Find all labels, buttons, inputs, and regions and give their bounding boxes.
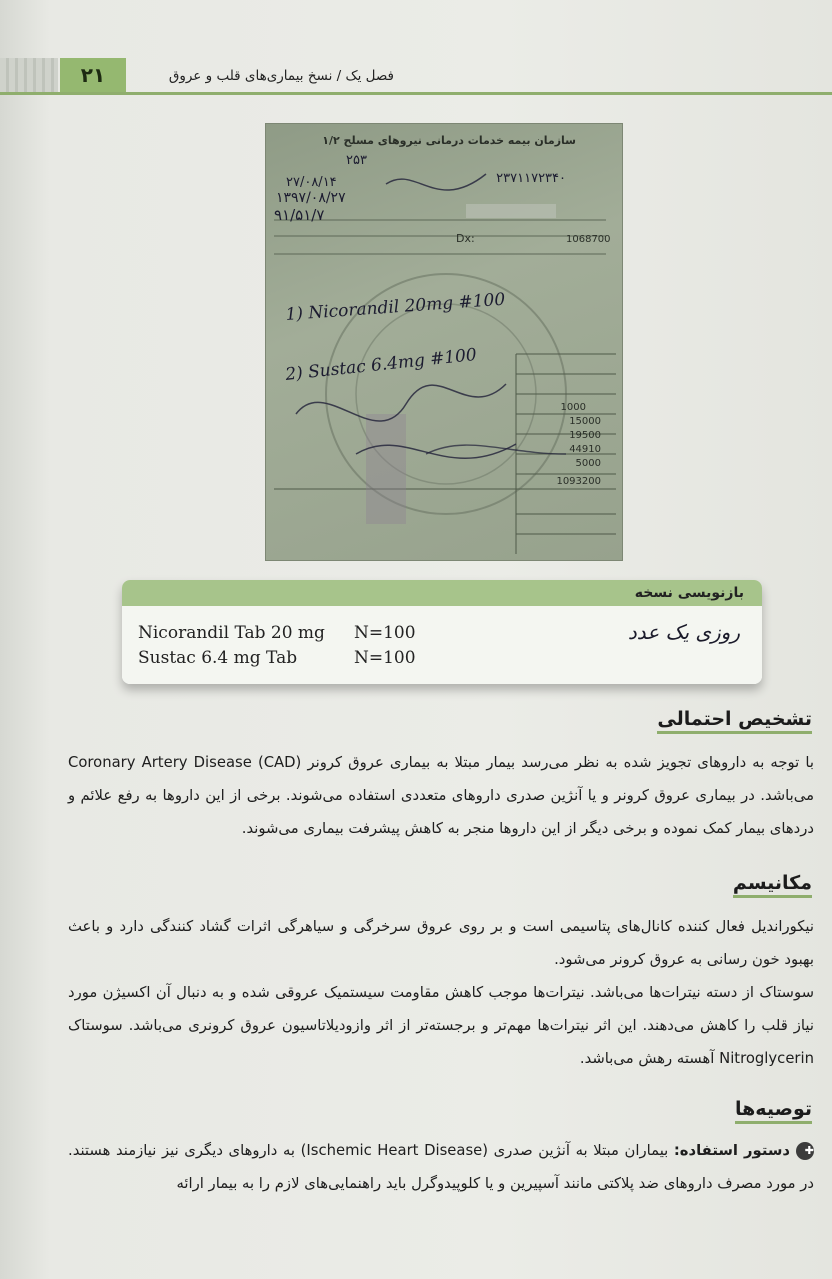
prescription-rewrite-card bbox=[122, 580, 762, 684]
recommendations-text-b: به داروهای دیگری نیز نیازمند هستند. در مورد مصرف داروهای ضد پلاکتی مانند آسپیرین و یا کلوپیدوگرل باید راهنمایی‌های لازم را به بیمار ارائه bbox=[68, 1142, 814, 1192]
chapter-title: فصل یک / نسخ بیماری‌های قلب و عروق bbox=[168, 68, 394, 84]
mechanism-text-a: سوستاک از دسته نیترات‌ها می‌باشد. نیترات‌ها موجب کاهش مقاومت سیستمیک عروقی شده و به دنبال آن اکسیژن مورد نیاز قلب را کاهش می‌دهند. این اثر نیترات‌ها مهم‌تر و برجسته‌تر از اثر وازودیلاتاسیون عروق کرونری می‌باشد. سوستاک bbox=[68, 984, 814, 1034]
card-title: بازنویسی نسخه bbox=[634, 585, 744, 601]
diagnosis-text-a: با توجه به داروهای تجویز شده به نظر می‌رسد بیمار مبتلا به بیماری عروق کرونر bbox=[301, 754, 815, 771]
drug-name-2: Sustac 6.4 mg Tab bbox=[138, 648, 298, 668]
page-number: ۲۱ bbox=[60, 58, 126, 92]
header-stripes bbox=[0, 58, 58, 92]
usage-lead: دستور استفاده: bbox=[673, 1142, 790, 1159]
mechanism-paragraph-2 bbox=[68, 976, 814, 1075]
mechanism-text-en: Nitroglycerin bbox=[719, 1050, 814, 1067]
prescription-photo bbox=[266, 124, 622, 560]
diagnosis-text-en: Coronary Artery Disease (CAD) bbox=[68, 754, 302, 771]
prescription-drawing bbox=[266, 124, 622, 560]
rx-date-1: ۲۷/۰۸/۱۴ bbox=[286, 175, 337, 190]
card-body bbox=[122, 606, 762, 684]
recommendations-heading: توصیه‌ها bbox=[735, 1098, 812, 1120]
diagnosis-heading: تشخیص احتمالی bbox=[657, 708, 812, 730]
dosage-note: روزی یک عدد bbox=[627, 620, 740, 644]
diagnosis-text-b: می‌باشد. در بیماری عروق کرونر و یا آنژین صدری داروهای متعددی استفاده می‌شوند. برخی از این داروها به رفع علائم و دردهای بیمار کمک نموده و برخی دیگر از این داروها منجر به کاهش پیشرفت بیماری می‌شوند. bbox=[68, 787, 814, 837]
mechanism-text-b: آهسته رهش می‌باشد. bbox=[579, 1050, 720, 1067]
recommendations-text-en: (Ischemic Heart Disease) bbox=[300, 1142, 489, 1159]
rx-stamp-number-4: 44910 bbox=[569, 444, 601, 455]
rx-handwritten-code: ۹۱/۵۱/۷ bbox=[274, 206, 325, 224]
rx-patient-number: ۲۳۷۱۱۷۲۳۴۰ bbox=[496, 171, 566, 186]
rx-org-title: سازمان بیمه خدمات درمانی نیروهای مسلح ۱/۲ bbox=[322, 134, 576, 147]
card-title-bar bbox=[122, 580, 762, 606]
rx-stamp-number-6: 1093200 bbox=[556, 476, 601, 487]
diagnosis-paragraph bbox=[68, 746, 814, 845]
rx-stamp-number-5: 5000 bbox=[575, 458, 601, 469]
rx-dx-label: Dx: bbox=[456, 232, 475, 245]
rx-line-1: 1) Nicorandil 20mg #100 bbox=[284, 289, 506, 325]
mechanism-paragraph-1: نیکوراندیل فعال کننده کانال‌های پتاسیمی است و بر روی عروق سرخرگی و سیاهرگی اثرات گشاد کنندگی دارد و باعث بهبود خون رسانی به عروق کرونر می‌شود. bbox=[68, 918, 814, 968]
rx-stamp-number-2: 15000 bbox=[569, 416, 601, 427]
pill-icon: ✚ bbox=[796, 1142, 814, 1160]
drug-name-1: Nicorandil Tab 20 mg bbox=[138, 623, 325, 643]
rx-stamp-ref: 1068700 bbox=[566, 234, 611, 245]
drug-qty-1: N=100 bbox=[354, 623, 416, 643]
rx-serial-code: ۲۵۳ bbox=[346, 153, 367, 168]
mechanism-heading: مکانیسم bbox=[732, 872, 812, 894]
drug-qty-2: N=100 bbox=[354, 648, 416, 668]
recommendations-paragraph bbox=[68, 1134, 814, 1200]
recommendations-text-a: بیماران مبتلا به آنژین صدری bbox=[488, 1142, 674, 1159]
rx-stamp-number-1: 1000 bbox=[560, 402, 586, 413]
rx-stamp-number-3: 19500 bbox=[569, 430, 601, 441]
rx-date-2: ۱۳۹۷/۰۸/۲۷ bbox=[276, 190, 346, 206]
rx-line-2: 2) Sustac 6.4mg #100 bbox=[284, 344, 478, 385]
